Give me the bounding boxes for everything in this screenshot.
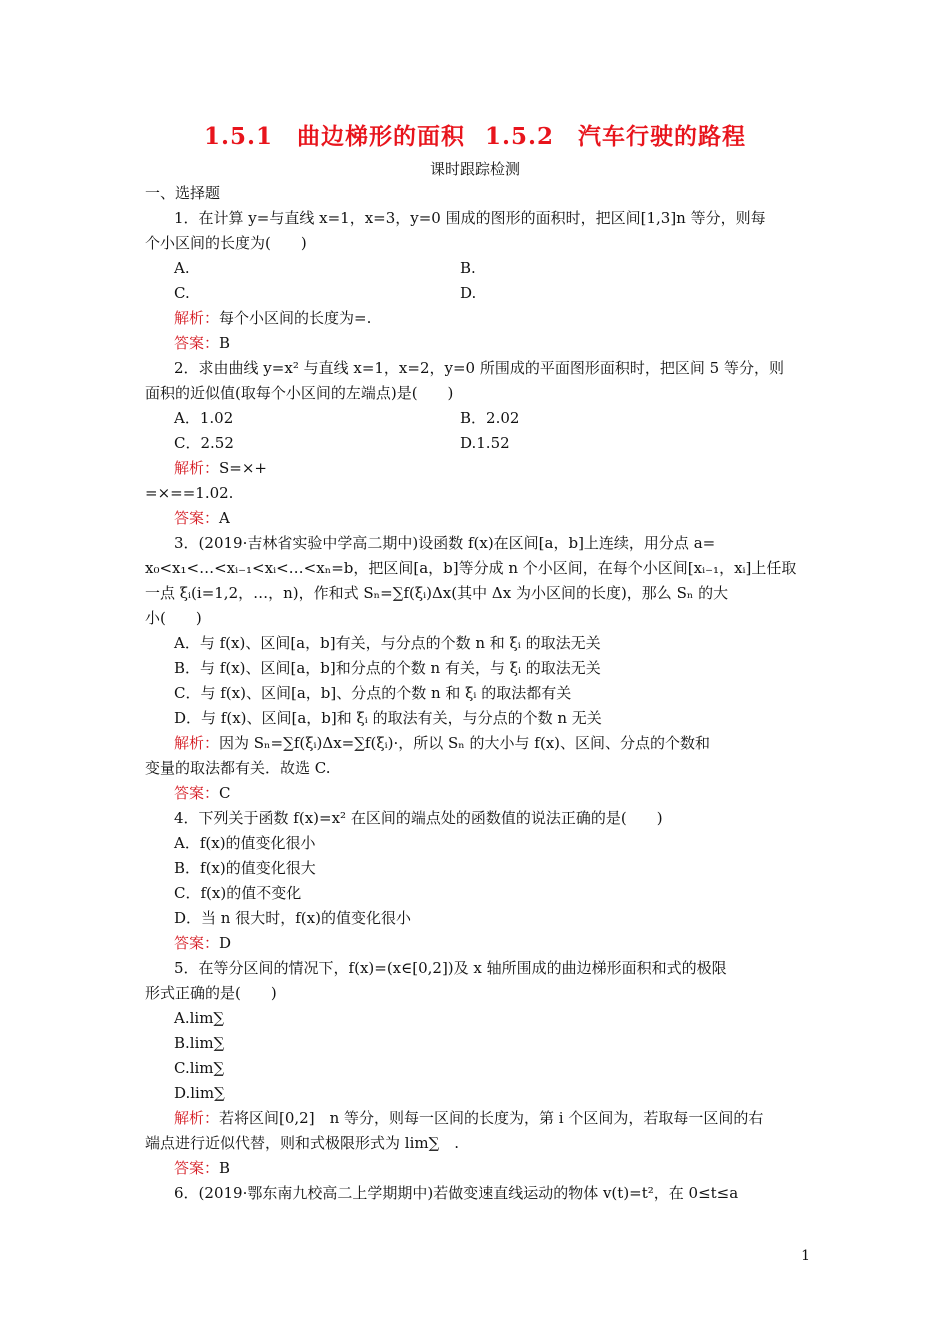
answer-label: 答案： — [174, 334, 220, 352]
q5-option-d: D.lim∑ — [174, 1084, 225, 1102]
title-part-2: 1.5.2 汽车行驶的路程 — [485, 123, 747, 150]
section-heading: 一、选择题 — [145, 184, 221, 202]
q3-option-d: D．与 f(x)、区间[a，b]和 ξᵢ 的取法有关，与分点的个数 n 无关 — [174, 709, 602, 727]
q2-analysis-line-2: =×==1.02. — [145, 484, 234, 502]
answer-label: 答案： — [174, 784, 220, 802]
q5-option-c: C.lim∑ — [174, 1059, 225, 1077]
q5-answer — [174, 1158, 836, 1178]
analysis-text: 每个小区间的长度为=. — [219, 309, 372, 327]
q2-answer — [174, 508, 836, 528]
q3-stem-line-2: x₀<x₁<…<xᵢ₋₁<xᵢ<…<xₙ=b，把区间[a，b]等分成 n 个小区间，在每个小区间[xᵢ₋₁，xᵢ]上任取 — [145, 559, 797, 577]
q2-option-b: B．2.02 — [460, 409, 520, 427]
q5-option-a: A.lim∑ — [174, 1009, 225, 1027]
q3-option-a: A．与 f(x)、区间[a，b]有关，与分点的个数 n 和 ξᵢ 的取法无关 — [174, 634, 601, 652]
answer-value: D — [219, 934, 232, 952]
q1-option-c: C. — [174, 284, 190, 302]
q3-answer — [174, 783, 836, 803]
answer-label: 答案： — [174, 509, 220, 527]
q4-stem: 4．下列关于函数 f(x)=x² 在区间的端点处的函数值的说法正确的是( ) — [174, 809, 663, 827]
analysis-label: 解析： — [174, 734, 220, 752]
answer-value: A — [219, 509, 230, 527]
q1-answer — [174, 333, 836, 353]
q4-option-d: D．当 n 很大时，f(x)的值变化很小 — [174, 909, 411, 927]
answer-value: B — [219, 334, 231, 352]
q2-stem-line-2: 面积的近似值(取每个小区间的左端点)是( ) — [145, 384, 454, 402]
q2-option-d: D.1.52 — [460, 434, 510, 452]
q4-option-a: A．f(x)的值变化很小 — [174, 834, 316, 852]
analysis-text: 因为 Sₙ=∑f(ξᵢ)Δx=∑f(ξᵢ)·，所以 Sₙ 的大小与 f(x)、区间、分点的个数和 — [219, 734, 711, 752]
q2-stem-line-1: 2．求由曲线 y=x² 与直线 x=1，x=2，y=0 所围成的平面图形面积时，把区间 5 等分，则 — [174, 359, 784, 377]
page-title — [0, 118, 950, 151]
q1-option-b: B. — [460, 259, 476, 277]
q5-stem-line-1: 5．在等分区间的情况下，f(x)=(x∈[0,2])及 x 轴所围成的曲边梯形面积和式的极限 — [174, 959, 727, 977]
q1-option-a: A. — [174, 259, 190, 277]
answer-value: B — [219, 1159, 231, 1177]
q3-stem-line-4: 小( ) — [145, 609, 202, 627]
q1-option-d: D. — [460, 284, 477, 302]
analysis-text: S=×+ — [219, 459, 267, 477]
q3-analysis — [174, 733, 836, 753]
analysis-label: 解析： — [174, 309, 220, 327]
q6-stem-line-1: 6．(2019·鄂东南九校高二上学期期中)若做变速直线运动的物体 v(t)=t²，在 0≤t≤a — [174, 1184, 739, 1202]
q5-stem-line-2: 形式正确的是( ) — [145, 984, 277, 1002]
q2-option-c: C．2.52 — [174, 434, 234, 452]
answer-label: 答案： — [174, 1159, 220, 1177]
q5-analysis-line-2: 端点进行近似代替，则和式极限形式为 lim∑ . — [145, 1134, 460, 1152]
q4-answer — [174, 933, 836, 953]
q4-option-c: C．f(x)的值不变化 — [174, 884, 302, 902]
q5-analysis — [174, 1108, 836, 1128]
title-part-1: 1.5.1 曲边梯形的面积 — [203, 123, 465, 150]
q3-stem-line-1: 3．(2019·吉林省实验中学高二期中)设函数 f(x)在区间[a，b]上连续，用分点 a= — [174, 534, 716, 552]
page-subtitle: 课时跟踪检测 — [429, 160, 520, 178]
analysis-label: 解析： — [174, 1109, 220, 1127]
q3-stem-line-3: 一点 ξᵢ(i=1,2，…，n)，作和式 Sₙ=∑f(ξᵢ)Δx(其中 Δx 为小区间的长度)，那么 Sₙ 的大 — [145, 584, 729, 602]
answer-value: C — [219, 784, 231, 802]
q1-stem-line-1: 1．在计算 y=与直线 x=1，x=3，y=0 围成的图形的面积时，把区间[1,3]n 等分，则每 — [174, 209, 766, 227]
answer-label: 答案： — [174, 934, 220, 952]
q5-option-b: B.lim∑ — [174, 1034, 225, 1052]
q3-option-c: C．与 f(x)、区间[a，b]、分点的个数 n 和 ξᵢ 的取法都有关 — [174, 684, 572, 702]
q2-option-a: A．1.02 — [174, 409, 234, 427]
q3-analysis-line-2: 变量的取法都有关．故选 C. — [145, 759, 331, 777]
q2-analysis — [174, 458, 836, 478]
analysis-text: 若将区间[0,2] n 等分，则每一区间的长度为，第 i 个区间为，若取每一区间的右 — [219, 1109, 764, 1127]
q4-option-b: B．f(x)的值变化很大 — [174, 859, 316, 877]
q3-option-b: B．与 f(x)、区间[a，b]和分点的个数 n 有关，与 ξᵢ 的取法无关 — [174, 659, 601, 677]
q1-analysis — [174, 308, 836, 328]
q1-stem-line-2: 个小区间的长度为( ) — [145, 234, 307, 252]
page-number: 1 — [801, 1248, 810, 1264]
analysis-label: 解析： — [174, 459, 220, 477]
